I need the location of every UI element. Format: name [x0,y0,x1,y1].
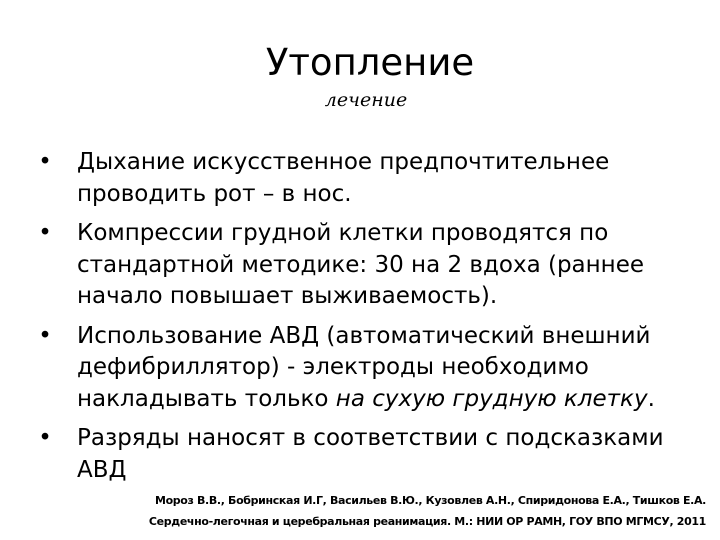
bullet-icon: • [38,220,52,246]
bullet-icon: • [38,149,52,175]
bullet-text: Использование АВД (автоматический внешний дефибриллятор) - электроды необходимо накладывать только [77,322,651,412]
list-item [35,321,695,416]
list-item [35,218,695,313]
citation-source: Сердечно-легочная и церебральная реанимация. М.: НИИ ОР РАМН, ГОУ ВПО МГМСУ, 2011 [148,515,706,528]
slide-subtitle: лечение [324,89,408,111]
bullet-text: Разряды наносят в соответствии с подсказками АВД [77,425,664,483]
list-item [35,147,695,210]
citation-authors: Мороз В.В., Бобринская И.Г, Васильев В.Ю., Кузовлев А.Н., Спиридонова Е.А., Тишков Е.А. [154,494,706,507]
slide-title: Утопление [265,41,475,84]
bullet-list [35,147,695,494]
bullet-icon: • [38,425,52,451]
bullet-icon: • [38,322,52,349]
bullet-text: Компрессии грудной клетки проводятся по стандартной методике: 30 на 2 вдоха (раннее начало повышает выживаемость). [77,220,645,309]
bullet-text: Дыхание искусственное предпочтительнее проводить рот – в нос. [77,149,610,207]
bullet-text-end: . [647,385,655,412]
bullet-text-emphasis: на сухую грудную клетку [335,385,648,412]
list-item [35,423,695,486]
citation [86,490,706,532]
